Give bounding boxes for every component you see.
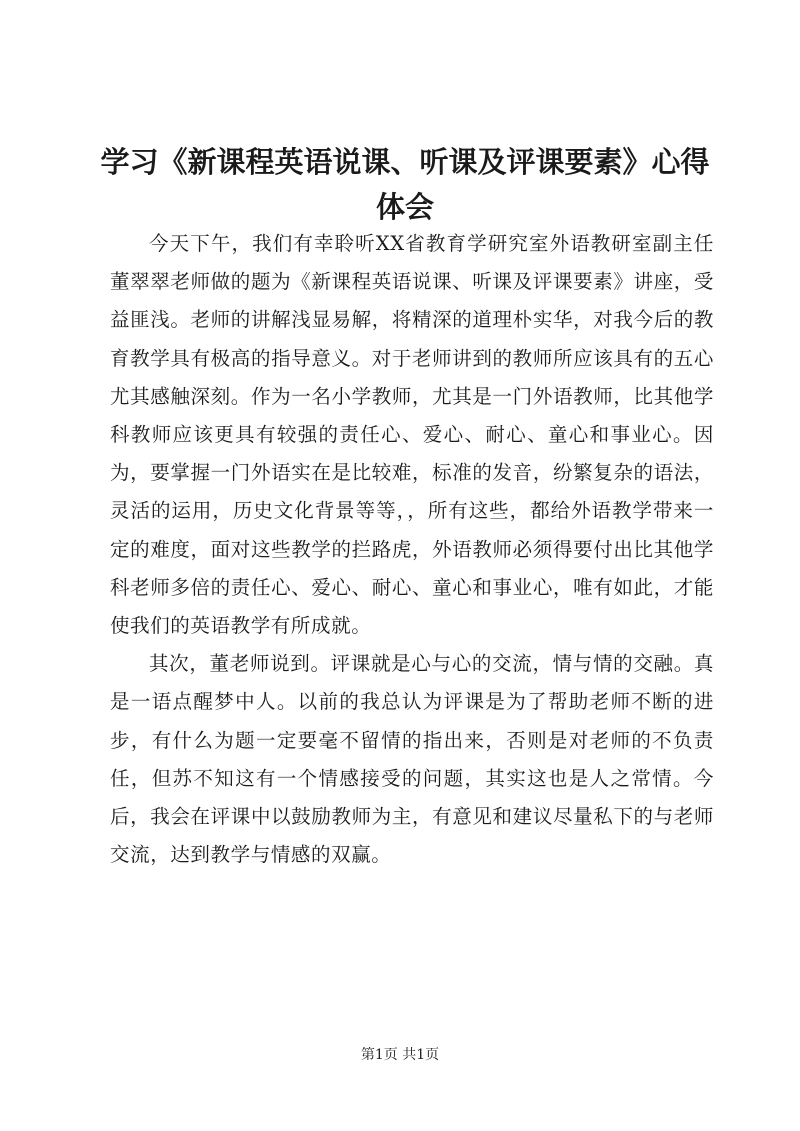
paragraph-1: 今天下午，我们有幸聆听XX省教育学研究室外语教研室副主任董翠翠老师做的题为《新课程英语说课、听课及评课要素》讲座，受益匪浅。老师的讲解浅显易解，将精深的道理朴实华，对我今后的教育教学具有极高的指导意义。对于老师讲到的教师所应该具有的五心尤其感触深刻。作为一名小学教师，尤其是一门外语教师，比其他学科教师应该更具有较强的责任心、爱心、耐心、童心和事业心。因为，要掌握一门外语实在是比较难，标准的发音，纷繁复杂的语法，灵活的运用，历史文化背景等等，，所有这些，都给外语教学带来一定的难度，面对这些教学的拦路虎，外语教师必须得要付出比其他学科老师多倍的责任心、爱心、耐心、童心和事业心，唯有如此，才能使我们的英语教学有所成就。 [110,232,714,638]
page-footer: 第1页 共1页 [360,1047,440,1063]
document-title: 学习《新课程英语说课、听课及评课要素》心得体会 [100,145,710,224]
document-body [110,225,714,874]
paragraph-2: 其次，董老师说到。评课就是心与心的交流，情与情的交融。真是一语点醒梦中人。以前的我总认为评课是为了帮助老师不断的进步，有什么为题一定要毫不留情的指出来，否则是对老师的不负责任，但苏不知这有一个情感接受的问题，其实这也是人之常情。今后，我会在评课中以鼓励教师为主，有意见和建议尽量私下的与老师交流，达到教学与情感的双赢。 [110,652,714,867]
